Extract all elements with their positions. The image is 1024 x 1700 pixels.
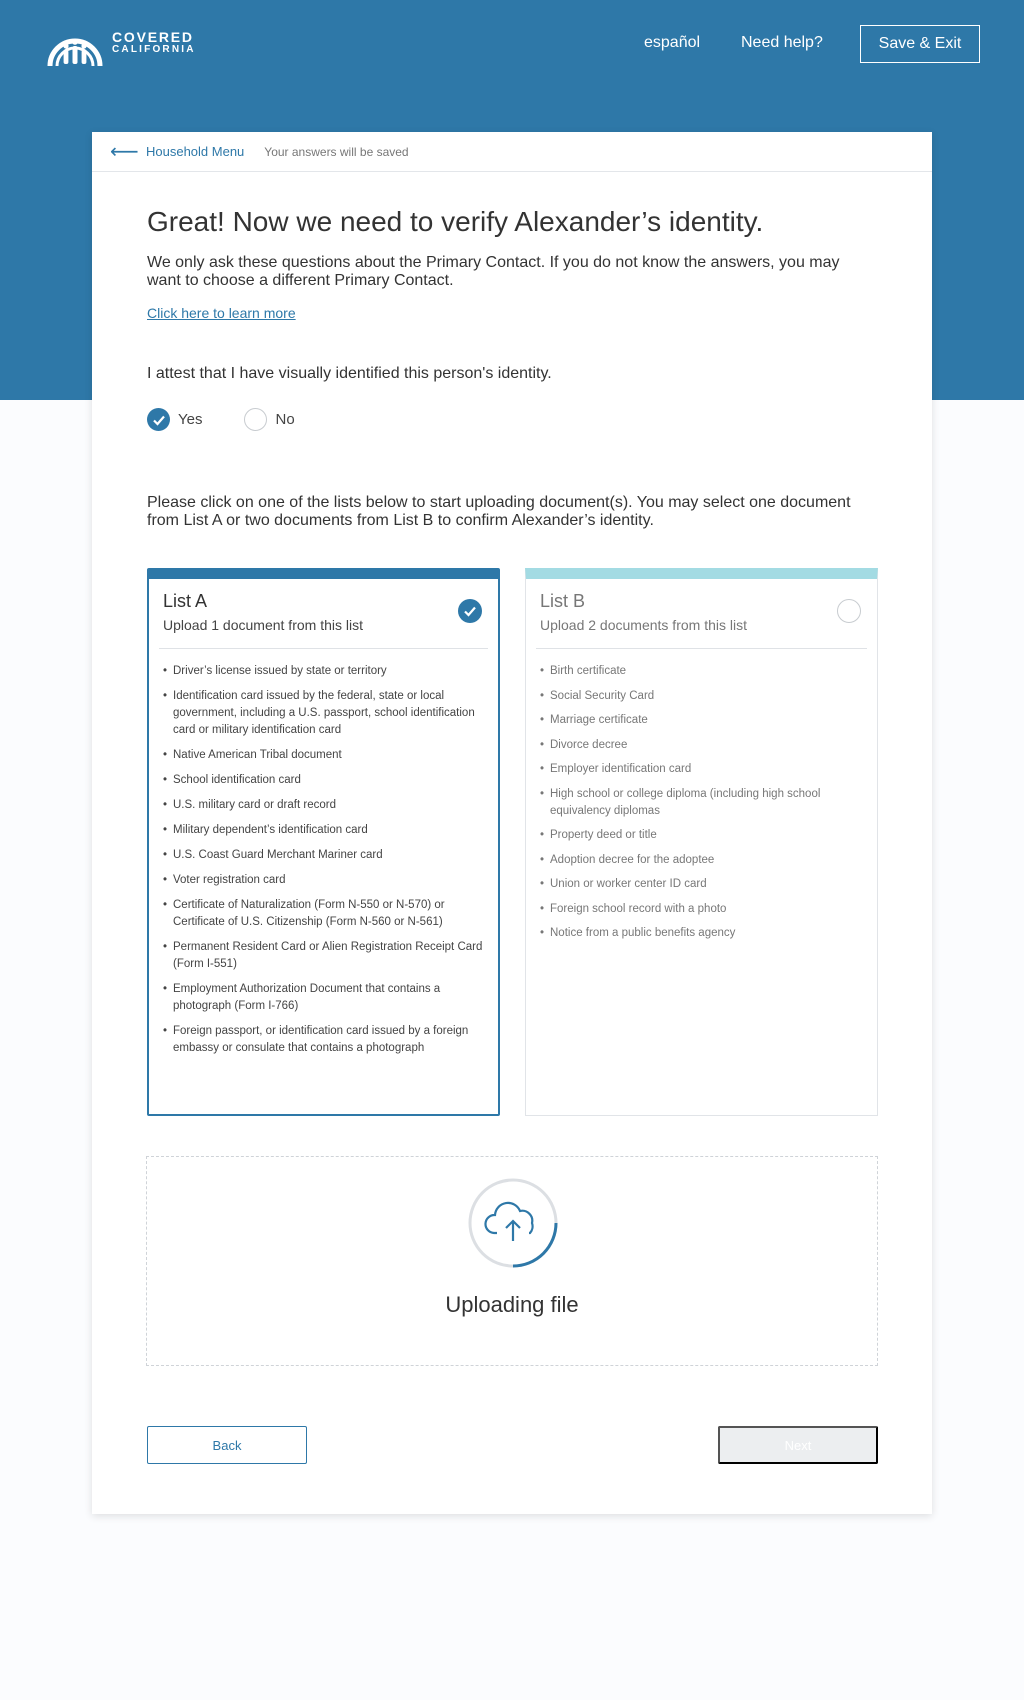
- list-item: • Divorce decree: [540, 737, 863, 754]
- list-b-title: List B: [540, 591, 586, 611]
- list-item: • Permanent Resident Card or Alien Registration Receipt Card (Form I-551): [163, 939, 484, 973]
- list-a-card[interactable]: [147, 568, 500, 1116]
- list-item: • Foreign school record with a photo: [540, 901, 863, 918]
- list-item: • Foreign passport, or identification card issued by a foreign embassy or consulate that contains a photograph: [163, 1023, 484, 1057]
- list-item: • Birth certificate: [540, 663, 863, 680]
- radio-yes[interactable]: [147, 408, 202, 431]
- list-item: • U.S. military card or draft record: [163, 797, 484, 814]
- list-a-items: [149, 649, 498, 1057]
- logo-text-line2: CALIFORNIA: [112, 44, 196, 56]
- radio-no-label: No: [275, 411, 295, 428]
- saved-note: Your answers will be saved: [264, 144, 409, 159]
- list-item: • Voter registration card: [163, 872, 484, 889]
- list-item: • Social Security Card: [540, 688, 863, 705]
- attest-radio-group: [147, 408, 337, 431]
- back-button[interactable]: Back: [147, 1426, 307, 1464]
- next-button[interactable]: Next: [718, 1426, 878, 1464]
- radio-empty-icon: [244, 408, 267, 431]
- list-item: • Identification card issued by the federal, state or local government, including a U.S. passport, school identification card or military identification card: [163, 688, 484, 739]
- save-exit-button[interactable]: Save & Exit: [860, 25, 980, 63]
- radio-yes-label: Yes: [178, 411, 203, 428]
- list-item: • Adoption decree for the adoptee: [540, 852, 863, 869]
- list-item: • Certificate of Naturalization (Form N-550 or N-570) or Certificate of U.S. Citizenship (Form N-560 or N-561): [163, 897, 484, 931]
- list-item: • U.S. Coast Guard Merchant Mariner card: [163, 847, 484, 864]
- learn-more-link[interactable]: Click here to learn more: [147, 305, 296, 321]
- cloud-upload-icon: [467, 1177, 559, 1269]
- list-item: • High school or college diploma (including high school equivalency diplomas: [540, 786, 863, 820]
- list-b-items: [526, 649, 877, 942]
- language-link[interactable]: español: [644, 34, 701, 51]
- help-link[interactable]: Need help?: [741, 34, 823, 51]
- intro-text: We only ask these questions about the Primary Contact. If you do not know the answers, you may want to choose a different Primary Contact.: [147, 254, 840, 289]
- arrow-left-icon[interactable]: ⟵: [110, 141, 139, 163]
- logo-mark-icon: [44, 16, 106, 70]
- list-item: • School identification card: [163, 772, 484, 789]
- list-b-subtitle: Upload 2 documents from this list: [540, 617, 747, 633]
- list-item: • Driver’s license issued by state or territory: [163, 663, 484, 680]
- list-item: • Marriage certificate: [540, 712, 863, 729]
- list-item: • Employment Authorization Document that contains a photograph (Form I-766): [163, 981, 484, 1015]
- radio-no[interactable]: [244, 408, 294, 431]
- covered-california-logo[interactable]: [44, 16, 196, 70]
- list-item: • Employer identification card: [540, 761, 863, 778]
- checkmark-icon: [458, 599, 482, 623]
- household-menu-link[interactable]: Household Menu: [146, 144, 245, 159]
- page-title: Great! Now we need to verify Alexander’s identity.: [147, 206, 764, 237]
- list-b-card[interactable]: [525, 568, 878, 1116]
- list-item: • Property deed or title: [540, 827, 863, 844]
- upload-instructions: Please click on one of the lists below to start uploading document(s). You may select one document from List A or two documents from List B to confirm Alexander’s identity.: [147, 494, 851, 529]
- list-a-title: List A: [163, 591, 208, 611]
- upload-status-text: Uploading file: [445, 1292, 579, 1317]
- radio-empty-icon: [837, 599, 861, 623]
- list-item: • Military dependent’s identification card: [163, 822, 484, 839]
- card-nav-bar: [92, 132, 932, 172]
- checkmark-icon: [147, 408, 170, 431]
- list-item: • Native American Tribal document: [163, 747, 484, 764]
- site-header: [0, 0, 1024, 90]
- list-item: • Union or worker center ID card: [540, 876, 863, 893]
- upload-dropzone[interactable]: [146, 1156, 878, 1366]
- list-a-subtitle: Upload 1 document from this list: [163, 617, 363, 633]
- attest-question: I attest that I have visually identified this person's identity.: [147, 365, 552, 382]
- logo-text-line1: COVERED: [112, 29, 194, 46]
- list-item: • Notice from a public benefits agency: [540, 925, 863, 942]
